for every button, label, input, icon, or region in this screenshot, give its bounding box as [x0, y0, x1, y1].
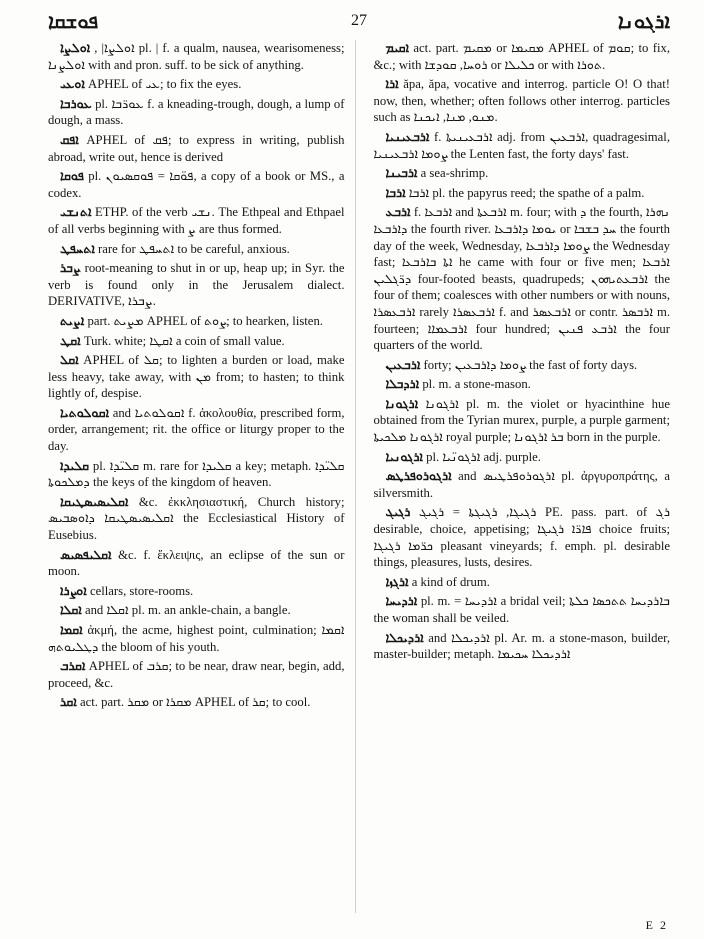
entry-text: pl. m. a stone-mason.: [422, 377, 531, 392]
entry-headword: ܐܪܒܥܝܢܝܐ: [385, 128, 430, 144]
entry-text: APHEL of ܥܝ; to fix the eyes.: [88, 77, 242, 92]
entry: [48, 40, 345, 73]
entry-text: APHEL of ܦܩ; to express in writing, publish abroad, write out, hence is derived: [48, 132, 345, 164]
entry: [48, 658, 345, 691]
entry-headword: ܐܪܓܘܢܝܐ: [385, 448, 423, 464]
entry-headword: ܐܬܢܫܝ: [60, 204, 92, 220]
entry: [48, 76, 345, 93]
entry-headword: ܐܩܛ: [60, 332, 81, 348]
entry-text: and ܐܩܠܐ pl. m. an ankle-chain, a bangle.: [84, 603, 291, 618]
entry-text: Turk. white; ܐܩܛܐ a coin of small value.: [83, 333, 285, 348]
entry-text: APHEL of ܩܪܒ; to be near, draw near, begin, add, proceed, &c.: [48, 659, 345, 690]
entry: [48, 458, 345, 491]
entry-text: rare for ܐܬܚܦܛ to be careful, anxious.: [98, 241, 290, 256]
entry: [374, 40, 671, 73]
columns: [48, 40, 670, 913]
entry-headword: ܐܪܓܘܢܐ: [385, 395, 419, 411]
entry-headword: ܐܩܪ: [60, 694, 77, 710]
entry-headword: ܐܪܕܝܚܐ: [385, 593, 418, 609]
entry-text: , |ܐܘܠܨܐ pl. | f. a qualm, nausea, wearisomeness; ܐܘܠܨܢܐ with and pron. suff. to be sick of anything.: [48, 41, 345, 72]
entry: [48, 241, 345, 258]
entry: [374, 129, 671, 162]
entry-text: APHEL of ܩܠ; to lighten a burden or load, make less heavy, take away, with ܡܢ from; to hasten; to think lightly of, despise.: [48, 353, 345, 401]
entry-text: &c. ἐκκλησιαστική, Church history; ܐܩܠܝܣܝܣܛܝܩܐ ܕܐܘܣܒܝܣ the Ecclesiastical History of Eusebius.: [48, 494, 345, 543]
entry-headword: ܐܩܠܐ: [60, 602, 82, 618]
entry: [48, 333, 345, 350]
entry: [48, 602, 345, 619]
entry: [374, 357, 671, 374]
entry-text: ܐܪܒܐ pl. the papyrus reed; the spathe of a palm.: [408, 185, 645, 200]
entry: [374, 593, 671, 626]
entry-headword: ܨܒܪ: [60, 260, 81, 276]
entry-text: &c. f. ἔκλειψις, an eclipse of the sun or moon.: [48, 547, 345, 579]
entry-headword: ܦܘܩܐ: [60, 168, 84, 184]
entry-headword: ܐܪܕܝܟܠܐ: [385, 629, 424, 645]
entry: [48, 547, 345, 580]
signature-mark: E 2: [645, 918, 668, 932]
entry-headword: ܐܪܕܒܠܐ: [385, 376, 420, 392]
entry-text: f. ܐܪܒܥܐ and ܐܪܒܥܬܐ m. four; with ܕ the fourth, ܢܗܪܐ ܕܐܪܒܥܐ the fourth river. ܝܘܡܐ ܕܐܪܒܥܐ or ܚܕ ܒܫܒܐ the fourth day of the week, Wednesday, ܨܘܡܐ ܕܐܪܒܥܐ the Wednesday fast; ܐܬܐ ܒܐܪܒܥܐ he came with four or five men; ܐܪܒܥܐ ܕܪ̈ܓܠܝܢ four-footed beasts, quadrupeds; ܐܪܒܥܬܝܗܘܢ the four of them; coalesces with other numbers or with nouns, ܐܪܒܥܣܪܐ rarely ܐܪܒܥܣܪܐ f. and ܐܪܒܥܣܪ or contr. ܐܪܒܣܪ m. fourteen; ܐܪܒܥܡܐܐ four hundred; ܐܪܒܥ ܦܢܝܢ the four quarters of the world.: [373, 205, 670, 353]
entry-headword: ܥܘܪܒܐ: [60, 95, 92, 111]
header-right-title: ܐܪܓܘܢܐ: [617, 9, 670, 33]
entry: [48, 583, 345, 600]
entry: [48, 313, 345, 330]
entry: [374, 396, 671, 446]
entry: [374, 376, 671, 393]
entry-headword: ܐܪܒܥܝܢ: [385, 356, 421, 372]
entry: [374, 204, 671, 353]
entry-text: act. part. ܡܩܝܡ or ܡܩܝܡܐ APHEL of ܩܘܡ; to fix, &c.; with ܪܘܚܐ, ܩܘܕܫܐ or ܟܠܝܠܐ or with ܬܘܪܐ.: [373, 41, 670, 72]
entry: [374, 76, 671, 126]
entry: [374, 574, 671, 591]
entry-headword: ܐܩܘܠܘܬܝܐ: [60, 404, 109, 420]
entry: [374, 504, 671, 570]
entry-headword: ܐܩܠܝܣܝܣܛܝܩܐ: [60, 493, 129, 509]
entry-headword: ܐܪܒܐ: [385, 184, 406, 200]
entry-headword: ܐܬܚܦܛ: [60, 240, 95, 256]
right-column: [374, 40, 671, 913]
entry-headword: ܪܓܝܓ: [385, 504, 411, 520]
entry-headword: ܐܘܥܝ: [60, 76, 85, 92]
entry: [374, 468, 671, 501]
entry: [48, 132, 345, 165]
entry-headword: ܐܪܐ: [385, 76, 399, 92]
entry-text: act. part. ܡܩܪ or ܡܩܪܐ APHEL of ܩܪ; to cool.: [80, 695, 311, 710]
entry-text: a sea-shrimp.: [420, 166, 489, 181]
entry-headword: ܐܩܝܡ: [385, 40, 410, 55]
entry-text: ܪܓܝܓܐ, ܪܓܝܓܬܐ = ܪܓܝܓ PE. pass. part. of ܪܓ desirable, choice, appetising; ܦܐܪ̈ܐ ܪܓܝܓܐ choice fruits; ܟܪ̈ܡܐ ܪܓܝܓܐ pleasant vineyards; f. emph. pl. desirable things, pleasures, lusts, desires.: [373, 505, 670, 570]
entry-text: ETHP. of the verb ܢܫܝ. The Ethpeal and Ethpael of all verbs beginning with ܨ are thus formed.: [48, 205, 345, 236]
entry-text: a kind of drum.: [411, 574, 490, 589]
entry-text: pl. ܥܘܪ̈ܒܐ f. a kneading-trough, dough, a lump of dough, a mass.: [48, 96, 345, 128]
entry: [48, 352, 345, 402]
entry-headword: ܐܦܩ: [60, 131, 79, 147]
entry-text: part. ܡܨܝܬ APHEL of ܨܘܬ; to hearken, listen.: [87, 313, 323, 328]
entry-headword: ܐܩܠ: [60, 352, 79, 368]
entry: [48, 494, 345, 544]
entry-text: pl. ܩܠܝ̈ܕܐ m. rare for ܩܠܝܕܐ a key; metaph. ܩܠܝ̈ܕܐ ܕܡܠܟܘܬܐ the keys of the kingdom of heaven.: [48, 458, 345, 490]
entry-headword: ܐܘܨܪܐ: [60, 582, 87, 598]
entry-text: f. ܐܪܒܥܝܢܝܬܐ adj. from ܐܪܒܥܝܢ, quadragesimal, ܨܘܡܐ ܐܪܒܥܝܢܝܐ the Lenten fast, the forty days' fast.: [373, 129, 670, 161]
entry-text: and ܐܪܓܘܪܘܦܪܛܝܣ pl. ἀργυροπράτης, a silversmith.: [373, 469, 670, 500]
entry-text: pl. m. = ܐܪܕܝܚܐ a bridal veil; ܒܐܪܕܝܚܐ ܬܬܟܣܐ ܟܠܬܐ the woman shall be veiled.: [373, 594, 670, 625]
entry-text: and ܐܪܕܝܟܠܐ pl. Ar. m. a stone-mason, builder, master-builder; metaph. ܐܪܕܝܟܠܐ ܚܟܝܡܐ: [373, 630, 670, 662]
entry: [48, 694, 345, 711]
entry: [48, 405, 345, 455]
entry: [48, 96, 345, 129]
entry: [374, 630, 671, 663]
entry-text: and ܐܩܘܠܘܬܝܐ f. ἀκολουθία, prescribed form, order, arrangement; rit. the office or liturgy proper to the day.: [48, 405, 345, 454]
entry-text: ăpa, ăpa, vocative and interrog. particle O! O that! now, then, whether; often follows other interrog. particles such as ܡܢܘ, ܡܢܐ, ܐܝܟܢܐ.: [373, 77, 670, 125]
header-left-title: ܦܘܫܩܐ: [48, 9, 99, 33]
page-number: 27: [351, 12, 367, 29]
entry-headword: ܐܪܓܙܐ: [385, 573, 409, 589]
entry-text: ܐܪܓܘܢܐ pl. m. the violet or hyacinthine hue obtained from the Tyrian murex, purple, a purple garment; ܐܪܓܘܢܐ ܡܠܟܝܬܐ royal purple; ܒܪ ܐܪܓܘܢܐ born in the purple.: [373, 396, 670, 445]
left-column: [48, 40, 356, 913]
entry-text: root-meaning to shut in or up, heap up; in Syr. the verb is found only in the Jerusalem dialect. DERIVATIVE, ܨܒܪܐ.: [48, 261, 345, 309]
entry-headword: ܐܩܠܝܦܣܝܣ: [60, 546, 112, 562]
page-header: [48, 10, 670, 32]
entry: [374, 185, 671, 202]
entry-headword: ܐܨܝܬ: [60, 312, 85, 328]
entry: [374, 165, 671, 182]
entry: [48, 168, 345, 201]
entry-headword: ܐܪܒܝܢܐ: [385, 165, 418, 181]
entry: [48, 260, 345, 310]
entry: [48, 622, 345, 655]
entry-text: ἀκμή, the acme, highest point, culmination; ܐܩܡܐ ܕܛܠܝܘܬܗ the bloom of his youth.: [48, 623, 345, 654]
entry-text: pl. ܦܘ̈ܩܐ = ܦܘܩܣܝܘܢ, a copy of a book or MS., a codex.: [48, 169, 345, 200]
entry-headword: ܐܪܓܘܪܘܦܪܛܣ: [385, 468, 452, 484]
entry-headword: ܐܩܪܒ: [60, 658, 86, 674]
entry: [374, 449, 671, 466]
entry-text: pl. ܐܪܓܘܢ̈ܝܐ adj. purple.: [426, 449, 541, 464]
entry-headword: ܩܠܝܕܐ: [60, 457, 89, 473]
entry-headword: ܐܩܡܐ: [60, 622, 83, 637]
entry-headword: ܐܘܠܨܐ: [60, 40, 91, 55]
entry-headword: ܐܪܒܥ: [385, 204, 411, 220]
entry-text: forty; ܨܘܡܐ ܕܐܪܒܥܝܢ the fast of forty days.: [423, 357, 638, 372]
entry: [48, 204, 345, 237]
entry-text: cellars, store-rooms.: [89, 583, 194, 598]
